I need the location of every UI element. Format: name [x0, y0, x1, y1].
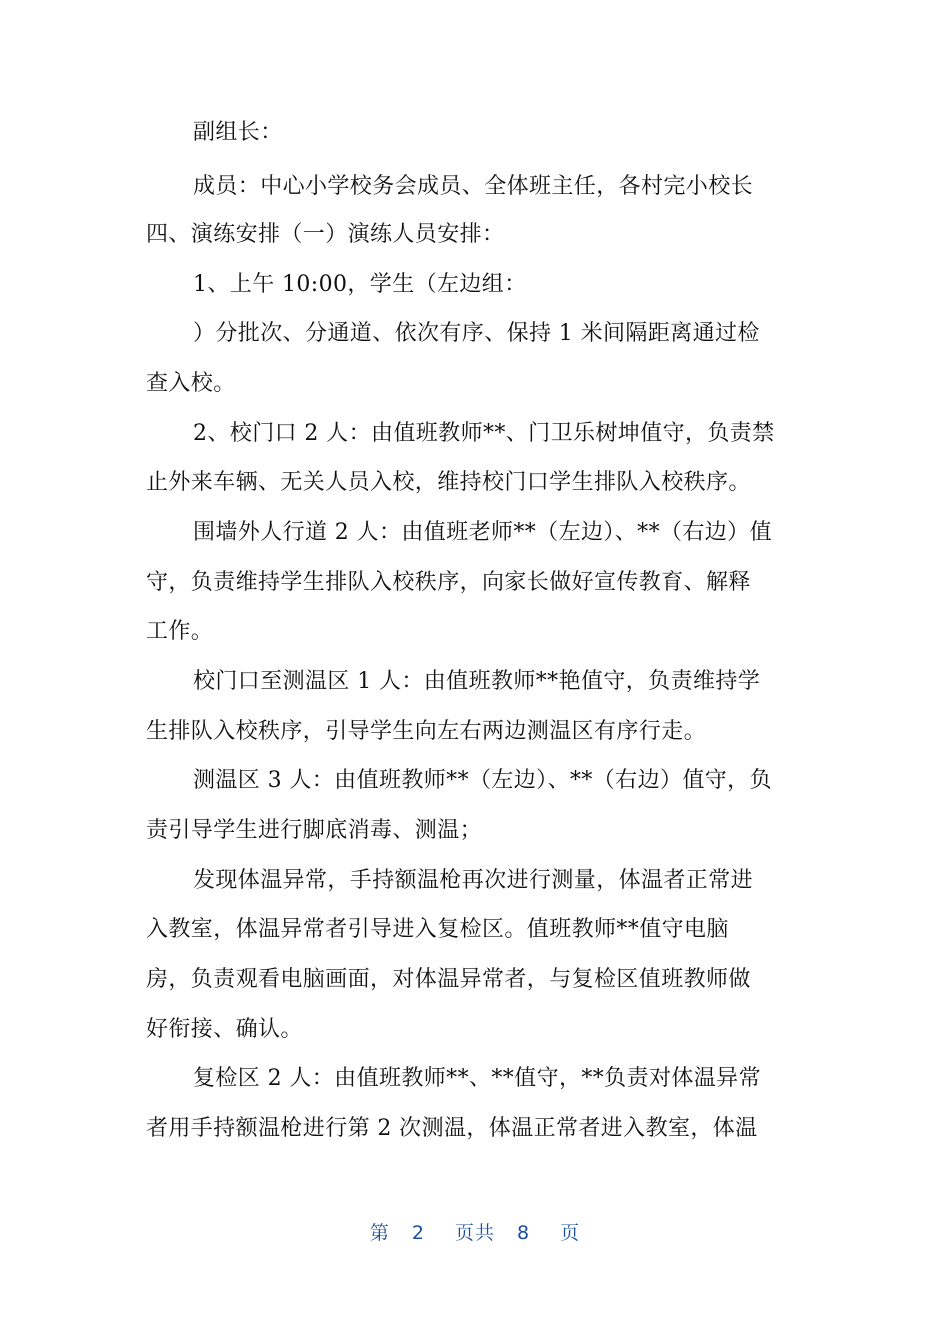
text-line: 1、上午 10:00，学生（左边组： [193, 272, 527, 297]
text-line: 责引导学生进行脚底消毒、测温； [146, 818, 483, 843]
text-line: 围墙外人行道 2 人：由值班老师**（左边）、**（右边）值 [193, 520, 772, 545]
text-line: 查入校。 [146, 371, 236, 396]
text-line: 入教室，体温异常者引导进入复检区。值班教师**值守电脑 [146, 917, 729, 942]
text-line: 测温区 3 人：由值班教师**（左边）、**（右边）值守，负 [193, 768, 772, 793]
text-line: 2、校门口 2 人：由值班教师**、门卫乐树坤值守，负责禁 [193, 421, 775, 446]
text-line: 工作。 [146, 619, 214, 644]
page-footer [0, 1221, 950, 1245]
text-line: 成员：中心小学校务会成员、全体班主任，各村完小校长 [193, 174, 754, 199]
footer-total-pages: 8 [517, 1222, 531, 1244]
text-line: 复检区 2 人：由值班教师**、**值守，**负责对体温异常 [193, 1066, 761, 1091]
footer-suffix: 页 [560, 1222, 581, 1244]
footer-middle: 页共 [454, 1222, 495, 1244]
text-line: 者用手持额温枪进行第 2 次测温，体温正常者进入教室，体温 [146, 1116, 758, 1141]
footer-current-page: 2 [411, 1222, 425, 1244]
text-line: 好衔接、确认。 [146, 1017, 303, 1042]
text-line: 房，负责观看电脑画面，对体温异常者，与复检区值班教师做 [146, 967, 751, 992]
text-line: ）分批次、分通道、依次有序、保持 1 米间隔距离通过检 [193, 321, 760, 346]
text-line: 守，负责维持学生排队入校秩序，向家长做好宣传教育、解释 [146, 570, 751, 595]
text-line: 四、演练安排（一）演练人员安排： [146, 222, 505, 247]
text-line: 止外来车辆、无关人员入校，维持校门口学生排队入校秩序。 [146, 470, 751, 495]
text-line: 副组长： [193, 120, 283, 145]
footer-prefix: 第 [369, 1222, 390, 1244]
text-line: 生排队入校秩序，引导学生向左右两边测温区有序行走。 [146, 719, 707, 744]
text-line: 发现体温异常，手持额温枪再次进行测量，体温者正常进 [193, 868, 754, 893]
text-line: 校门口至测温区 1 人：由值班教师**艳值守，负责维持学 [193, 669, 761, 694]
